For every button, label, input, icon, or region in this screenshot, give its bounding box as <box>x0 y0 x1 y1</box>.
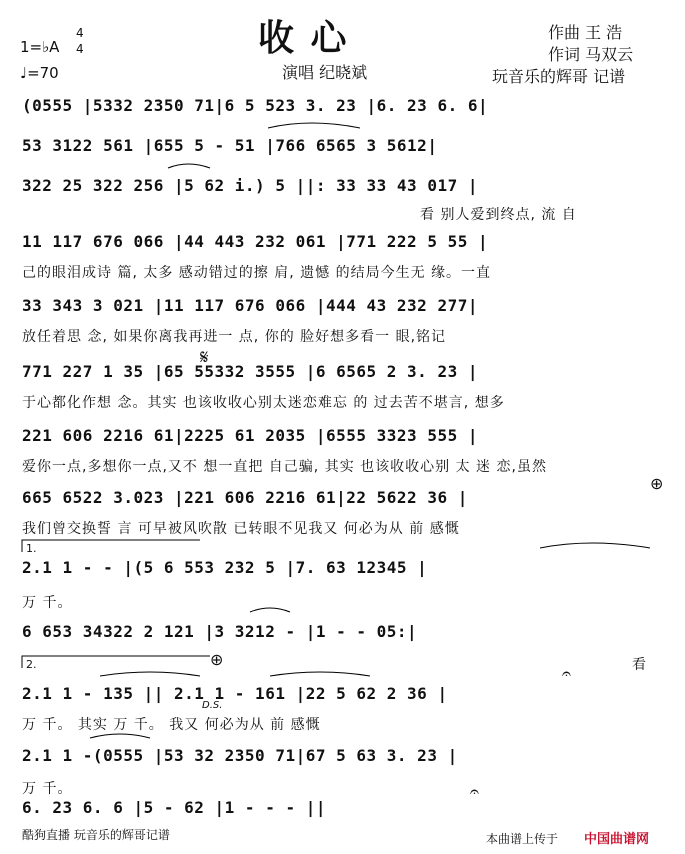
footer-credit: 酷狗直播 玩音乐的辉哥记谱 <box>22 828 170 842</box>
music-row: 221 606 2216 61|2225 61 2035 |6555 3323 555 | <box>22 426 478 445</box>
music-row: 322 25 322 256 |5 62 i.) 5 ||: 33 33 43 017 | <box>22 176 478 195</box>
segno-mark: 𝄋 <box>200 345 209 369</box>
singer-credit: 演唱 纪晓斌 <box>282 63 368 82</box>
music-row: 11 117 676 066 |44 443 232 061 |771 222 5 55 | <box>22 232 489 251</box>
music-row: (0555 |5332 2350 71|6 5 523 3. 23 |6. 23 6. 6| <box>22 96 489 115</box>
lyric-row: 万 千。 <box>22 595 73 611</box>
tie <box>168 164 210 168</box>
music-row: 771 227 1 35 |65 55332 3555 |6 6565 2 3. 23 | <box>22 362 478 381</box>
tie <box>268 123 360 128</box>
site-brand: 中国曲谱网 <box>584 832 650 847</box>
music-row: 2.1 1 -(0555 |53 32 2350 71|67 5 63 3. 23 | <box>22 746 458 765</box>
lyric-pickup: 看 <box>632 657 646 673</box>
key-signature: 1=♭A <box>20 38 60 56</box>
lyric-row: 看 别人爱到终点, 流 自 <box>420 207 577 223</box>
first-ending-mark: 1. <box>26 542 37 555</box>
music-row: 665 6522 3.023 |221 606 2216 61|22 5622 36 | <box>22 488 468 507</box>
song-title: 收 心 <box>258 18 349 59</box>
first-ending-bracket <box>22 540 200 552</box>
slur <box>540 543 650 548</box>
fermata-mark: 𝄐 <box>470 782 479 801</box>
music-row: 53 3122 561 |655 5 - 51 |766 6565 3 5612| <box>22 136 438 155</box>
music-row: 2.1 1 - - |(5 6 553 232 5 |7. 63 12345 | <box>22 558 428 577</box>
music-row: 33 343 3 021 |11 117 676 066 |444 43 232 277| <box>22 296 478 315</box>
lyric-row: 放任着思 念, 如果你离我再进一 点, 你的 脸好想多看一 眼,铭记 <box>22 329 447 345</box>
lyric-row: 万 千。 <box>22 781 73 797</box>
composer-credit: 作曲 王 浩 <box>548 23 623 42</box>
slur <box>250 608 290 612</box>
lyric-row: 于心都化作想 念。其实 也该收收心别太迷恋难忘 的 过去苦不堪言, 想多 <box>22 395 505 411</box>
lyric-row: 万 千。 其实 万 千。 我又 何必为从 前 感慨 <box>22 717 321 733</box>
slur <box>270 672 370 676</box>
lyric-row: 我们曾交换誓 言 可早被风吹散 已转眼不见我又 何必为从 前 感慨 <box>22 521 460 537</box>
lyric-row: 爱你一点,多想你一点,又不 想一直把 自己骗, 其实 也该收收心别 太 迷 恋,虽然 <box>22 459 547 475</box>
slur <box>100 672 200 676</box>
tempo-marking: ♩=70 <box>20 64 59 82</box>
coda-mark: ⊕ <box>650 474 664 493</box>
lyric-row: 己的眼泪成诗 篇, 太多 感动错过的擦 肩, 遗憾 的结局今生无 缘。一直 <box>22 265 492 281</box>
lyricist-credit: 作词 马双云 <box>548 45 634 64</box>
upload-label: 本曲谱上传于 <box>486 832 559 846</box>
second-ending-bracket <box>22 656 210 668</box>
ds-mark: D.S. <box>202 700 223 711</box>
slur <box>90 734 150 738</box>
fermata-mark: 𝄐 <box>562 664 571 683</box>
music-row: 6 653 34322 2 121 |3 3212 - |1 - - 05:| <box>22 622 418 641</box>
time-signature-bottom: 4 <box>76 42 84 56</box>
second-ending-mark: 2. <box>26 658 37 671</box>
time-signature-top: 4 <box>76 26 84 40</box>
music-row: 6. 23 6. 6 |5 - 62 |1 - - - || <box>22 798 326 817</box>
transcriber-credit: 玩音乐的辉哥 记谱 <box>492 67 626 86</box>
coda-mark: ⊕ <box>210 650 224 669</box>
music-row: 2.1 1 - 135 || 2.1 1 - 161 |22 5 62 2 36 | <box>22 684 448 703</box>
